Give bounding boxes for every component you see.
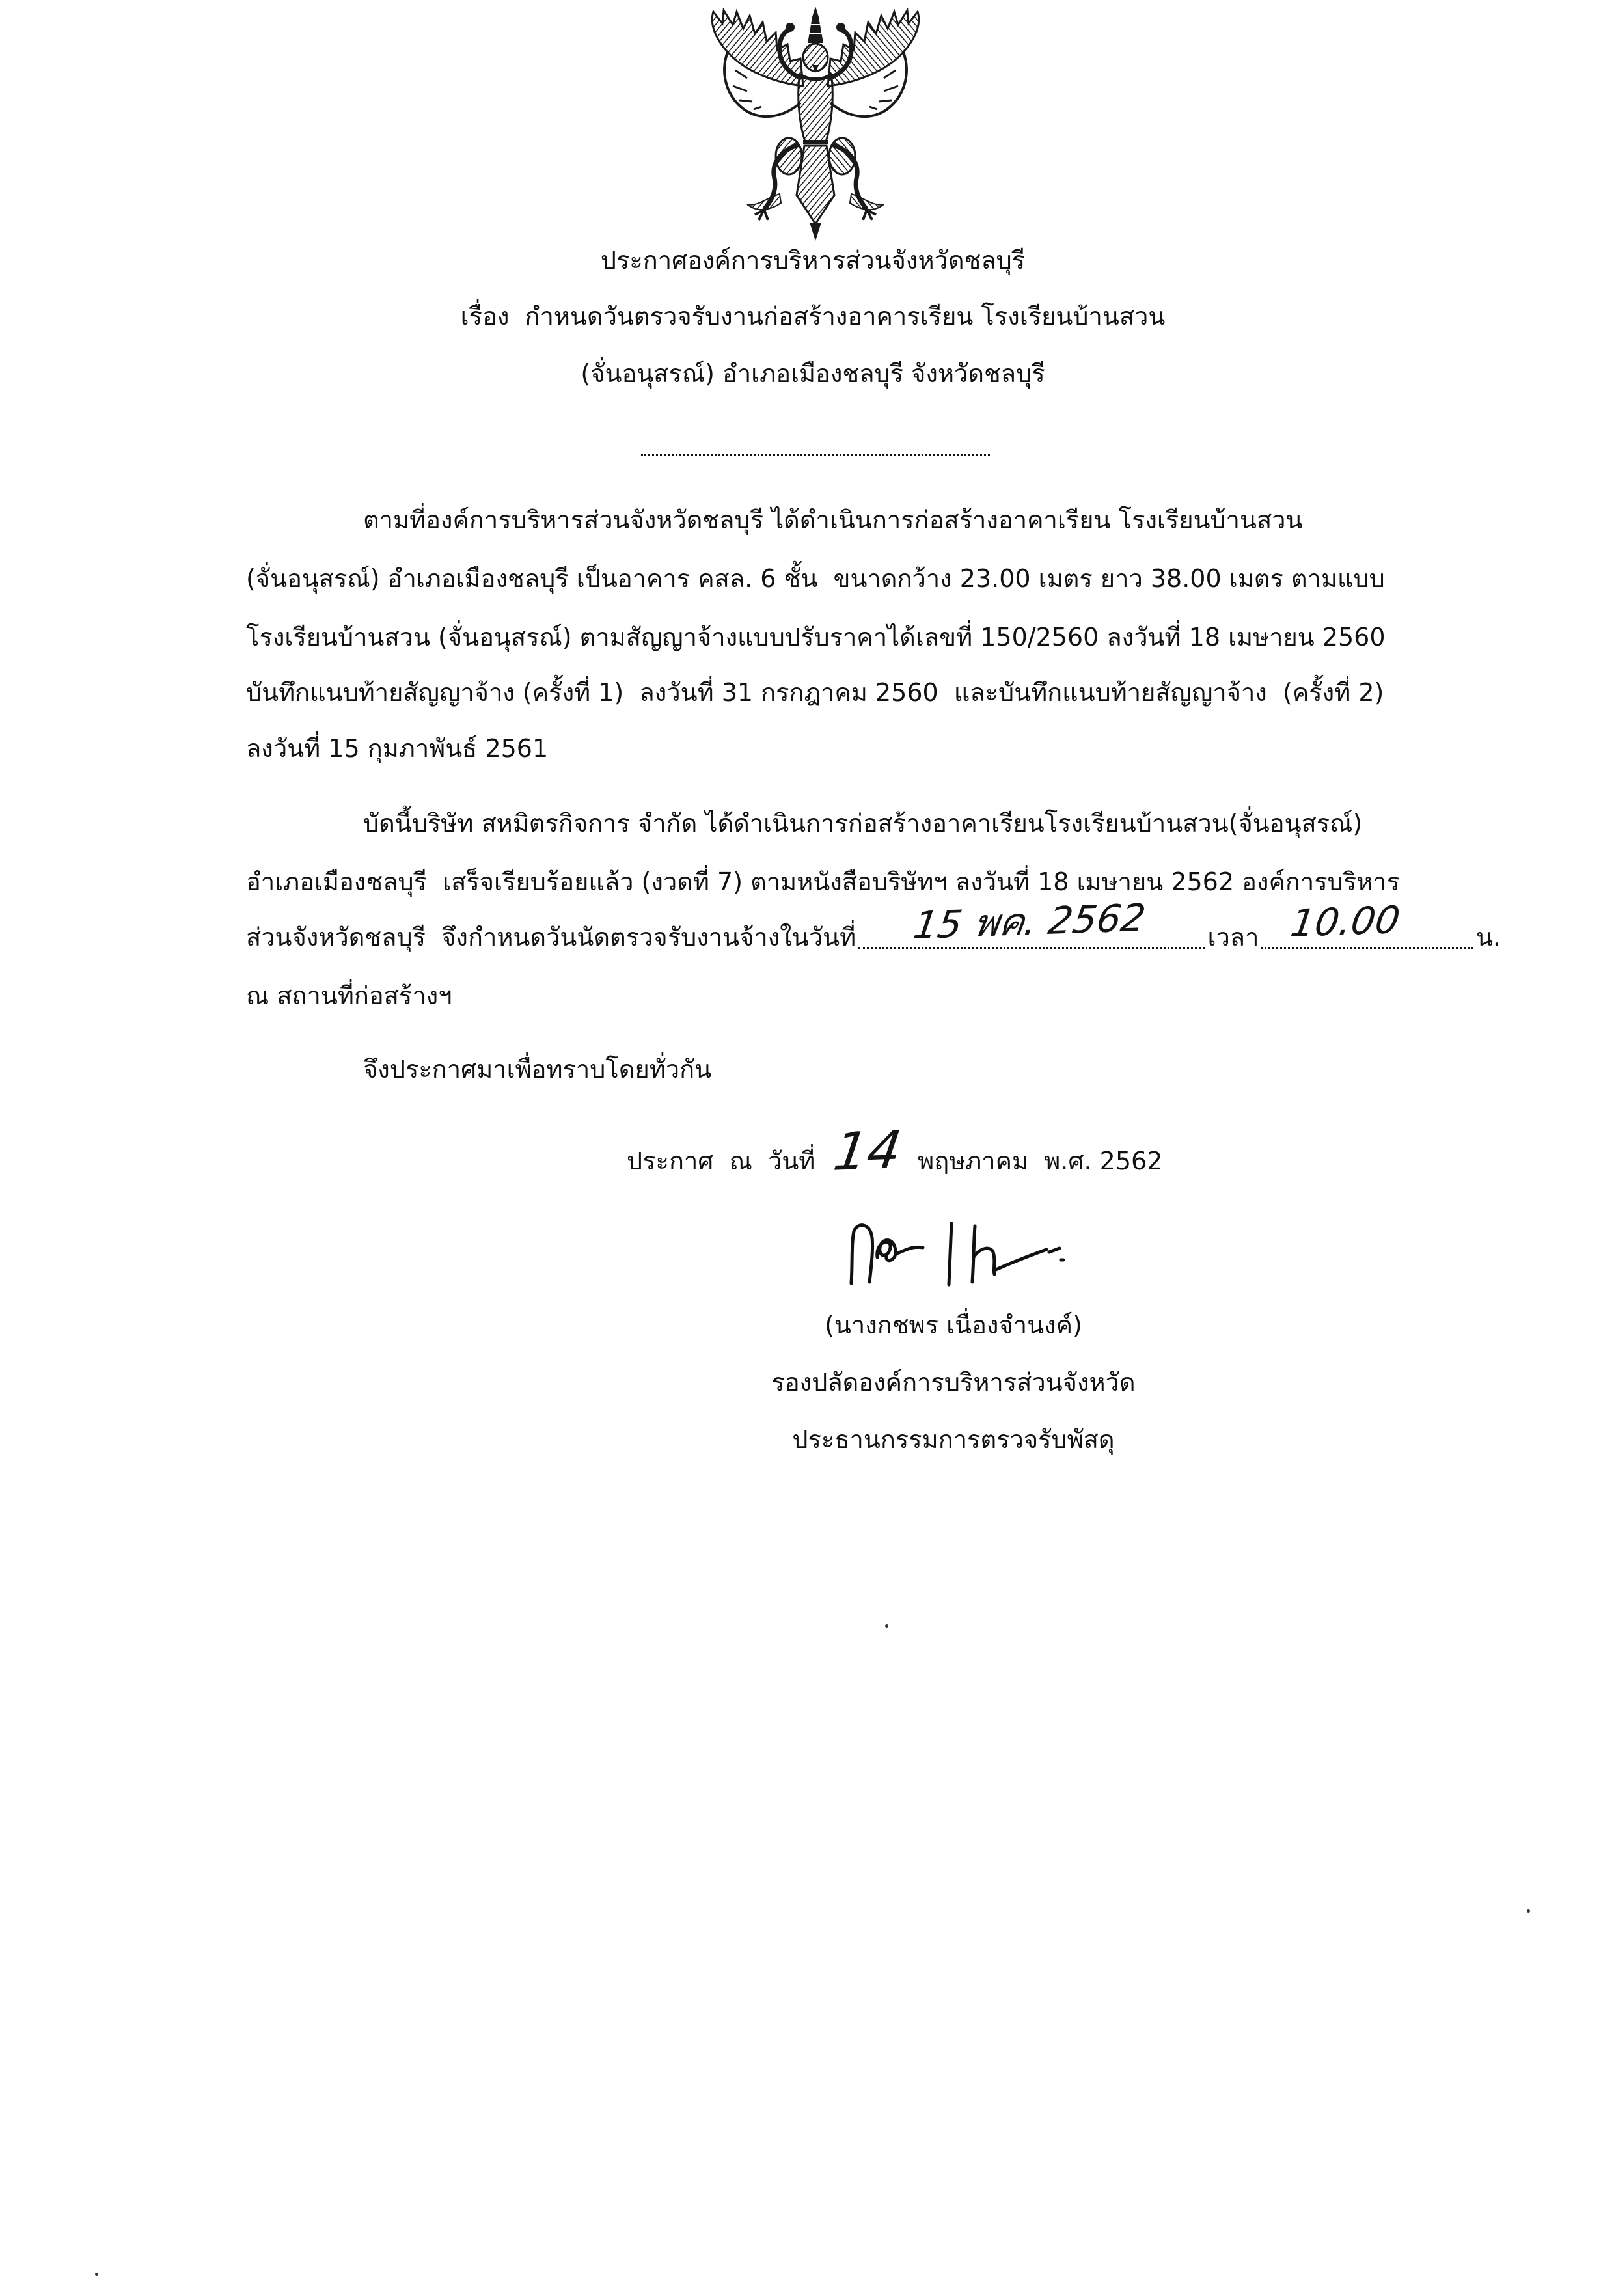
subject-line-1: เรื่อง กำหนดวันตรวจรับงานก่อสร้างอาคารเรียน โรงเรียนบ้านสวน [460, 302, 1166, 331]
scan-speck [95, 2273, 98, 2276]
scan-speck [885, 1624, 888, 1628]
signature-stroke-dash [896, 1247, 923, 1254]
signature-stroke-hump [974, 1248, 994, 1274]
inspection-date-field [856, 895, 1207, 960]
inspection-time-handwritten: 10.00 [1288, 897, 1403, 946]
paragraph-1-line-3: โรงเรียนบ้านสวน (จั่นอนุสรณ์) ตามสัญญาจ้างแบบปรับราคาได้เลขที่ 150/2560 ลงวันที่ 18 เมษายน 2560 [246, 623, 1386, 651]
signature-stroke-loop [877, 1240, 896, 1261]
garuda-emblem [702, 5, 929, 243]
paragraph-2-line-4: ณ สถานที่ก่อสร้างฯ [246, 981, 452, 1010]
announcement-day-handwritten: 14 [830, 1119, 906, 1182]
document-title: ประกาศองค์การบริหารส่วนจังหวัดชลบุรี [600, 246, 1026, 275]
signature-stroke-bar [949, 1223, 951, 1285]
paragraph-2-line-1: บัดนี้บริษัท สหมิตรกิจการ จำกัด ได้ดำเนินการก่อสร้างอาคาเรียนโรงเรียนบ้านสวน(จั่นอนุสรณ์) [363, 809, 1363, 838]
announcement-date-prefix: ประกาศ ณ วันที่ [627, 1147, 815, 1175]
paragraph-1-line-1: ตามที่องค์การบริหารส่วนจังหวัดชลบุรี ได้ดำเนินการก่อสร้างอาคาเรียน โรงเรียนบ้านสวน [363, 506, 1303, 534]
paragraph-1-line-5: ลงวันที่ 15 กุมภาพันธ์ 2561 [246, 734, 549, 763]
subject-line-2: (จั่นอนุสรณ์) อำเภอเมืองชลบุรี จังหวัดชลบุรี [581, 359, 1045, 388]
paragraph-1-line-4: บันทึกแนบท้ายสัญญาจ้าง (ครั้งที่ 1) ลงวันที่ 31 กรกฎาคม 2560 และบันทึกแนบท้ายสัญญาจ้าง (ครั้งที่ 2) [246, 678, 1384, 707]
scan-speck [1527, 1909, 1530, 1913]
closing-statement: จึงประกาศมาเพื่อทราบโดยทั่วกัน [363, 1055, 712, 1084]
inspection-date-label: ส่วนจังหวัดชลบุรี จึงกำหนดวันนัดตรวจรับงานจ้างในวันที่ [246, 923, 856, 951]
inspection-time-field [1259, 897, 1476, 960]
inspection-date-handwritten: 15 พค. 2562 [910, 895, 1149, 948]
signature-stroke-tail [994, 1250, 1046, 1270]
emblem-tail [797, 146, 834, 224]
announcement-month-year: พฤษภาคม พ.ศ. 2562 [918, 1147, 1163, 1175]
signature-stroke-mark [1049, 1248, 1060, 1252]
signatory-position: รองปลัดองค์การบริหารส่วนจังหวัด [771, 1368, 1136, 1397]
inspection-time-suffix: น. [1475, 923, 1501, 951]
signatory-name: (นางกชพร เนื่องจำนงค์) [825, 1311, 1082, 1339]
paragraph-1-line-2: (จั่นอนุสรณ์) อำเภอเมืองชลบุรี เป็นอาคาร คสล. 6 ชั้น ขนาดกว้าง 23.00 เมตร ยาว 38.00 เมตร ตามแบบ [246, 564, 1385, 593]
handwritten-signature [840, 1212, 1100, 1292]
emblem-torso [799, 78, 833, 143]
signature-stroke-arch [851, 1225, 873, 1283]
announcement-date [627, 1112, 1408, 1184]
inspection-schedule-line [246, 895, 1501, 960]
header-dotted-rule [641, 454, 990, 456]
emblem-left-half [712, 10, 803, 220]
signatory-role: ประธานกรรมการตรวจรับพัสดุ [792, 1425, 1115, 1454]
paragraph-2-line-2: อำเภอเมืองชลบุรี เสร็จเรียบร้อยแล้ว (งวดที่ 7) ตามหนังสือบริษัทฯ ลงวันที่ 18 เมษายน 2562 องค์การบริหาร [246, 868, 1400, 896]
inspection-time-label: เวลา [1207, 923, 1259, 951]
emblem-right-half [828, 10, 919, 220]
